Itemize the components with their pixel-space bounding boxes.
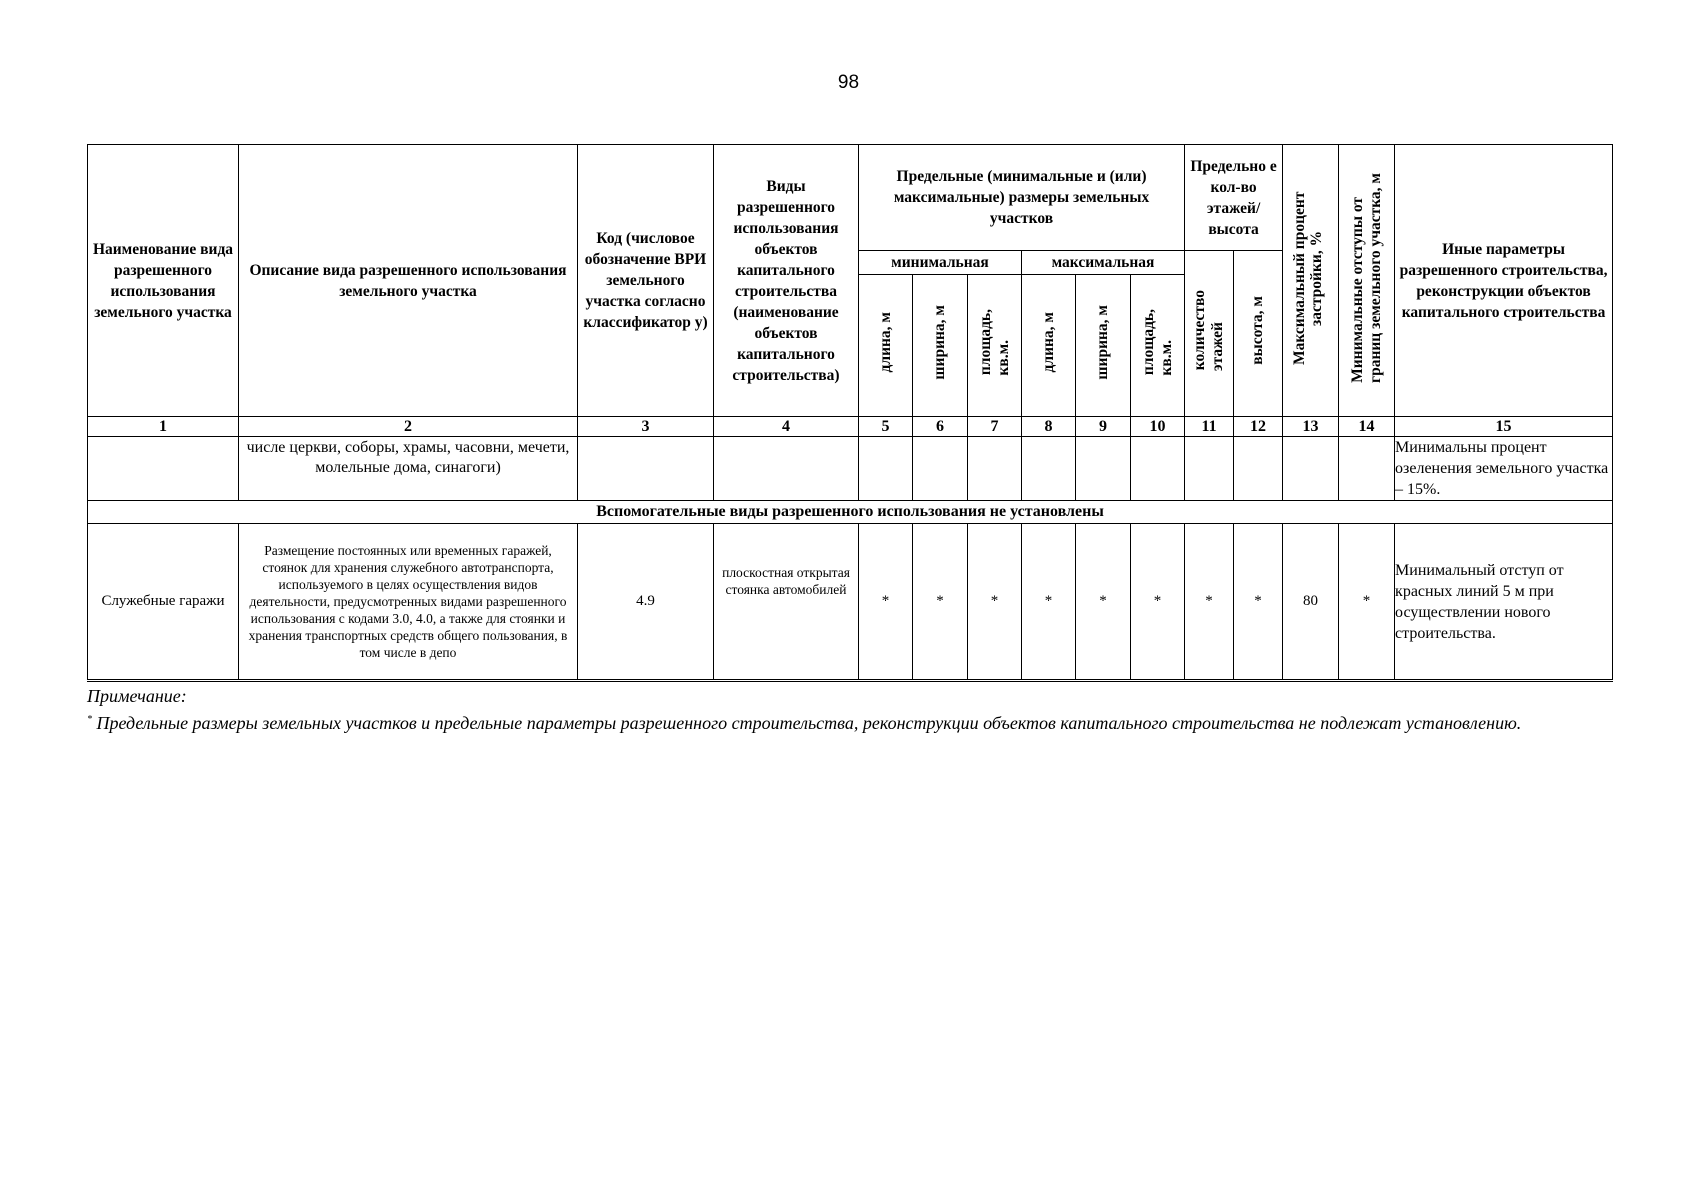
header-use-description: Описание вида разрешенного использования земельного участка	[239, 145, 578, 417]
column-number: 11	[1185, 417, 1234, 437]
header-min-area-line1: площадь,	[976, 309, 994, 376]
garage-max-build-percent: 80	[1283, 524, 1339, 681]
header-min-area-line2: кв.м.	[994, 339, 1012, 376]
cell-empty	[578, 437, 714, 501]
cell-empty	[1022, 437, 1076, 501]
page-number: 98	[837, 72, 860, 93]
garage-max-width: *	[1076, 524, 1131, 681]
column-number: 9	[1076, 417, 1131, 437]
garage-max-length: *	[1022, 524, 1076, 681]
garage-capital-use: плоскостная открытая стоянка автомобилей	[714, 524, 859, 681]
column-number-row	[88, 417, 1613, 437]
header-other-params: Иные параметры разрешенного строительства, реконструкции объектов капитального строительства	[1395, 145, 1613, 417]
header-max-length	[1022, 275, 1076, 417]
cell-empty	[1185, 437, 1234, 501]
header-height	[1234, 251, 1283, 417]
header-minimal: минимальная	[859, 251, 1022, 275]
header-max-area	[1131, 275, 1185, 417]
cell-empty	[1339, 437, 1395, 501]
garage-min-setback: *	[1339, 524, 1395, 681]
footnote-body	[87, 708, 1627, 735]
column-number: 8	[1022, 417, 1076, 437]
header-height-text: высота, м	[1249, 296, 1267, 365]
column-number: 6	[913, 417, 968, 437]
garage-floors: *	[1185, 524, 1234, 681]
footnote-text: Предельные размеры земельных участков и предельные параметры разрешенного строительства, реконструкции объектов капитального строительства не подлежат установлению.	[96, 713, 1522, 733]
column-number: 1	[88, 417, 239, 437]
header-min-setback-line2: границ земельного участка, м	[1366, 172, 1384, 383]
cell-empty	[1283, 437, 1339, 501]
garage-description: Размещение постоянных или временных гаражей, стоянок для хранения служебного автотранспорта, используемого в целях осуществления видов деятельности, предусмотренных видами разрешенного использования с кодами 3.0, 4.0, а также для стоянки и хранения транспортных средств общего пользования, в том числе в депо	[239, 524, 578, 681]
garage-row	[88, 524, 1613, 681]
footnote-mark: *	[87, 714, 92, 725]
header-max-build-percent	[1283, 145, 1339, 417]
header-max-length-text: длина, м	[1039, 312, 1057, 373]
column-number: 7	[968, 417, 1022, 437]
garage-min-length: *	[859, 524, 913, 681]
header-min-length	[859, 275, 913, 417]
header-max-width-text: ширина, м	[1094, 305, 1111, 380]
header-floor-count-line1: количество	[1191, 290, 1209, 371]
footnote	[87, 684, 1627, 735]
header-floor-count-line2: этажей	[1209, 321, 1227, 371]
column-number: 5	[859, 417, 913, 437]
column-number: 15	[1395, 417, 1613, 437]
header-capital-use: Виды разрешенного использования объектов капитального строительства (наименование объектов капитального строительства)	[714, 145, 859, 417]
cell-empty	[859, 437, 913, 501]
column-number: 10	[1131, 417, 1185, 437]
header-min-width	[913, 275, 968, 417]
column-number: 2	[239, 417, 578, 437]
header-max-area-line1: площадь,	[1139, 309, 1157, 376]
header-min-width-text: ширина, м	[931, 305, 948, 380]
garage-other-params: Минимальный отступ от красных линий 5 м при осуществлении нового строительства.	[1395, 524, 1613, 681]
footnote-label: Примечание:	[87, 686, 187, 706]
header-min-setback	[1339, 145, 1395, 417]
garage-height: *	[1234, 524, 1283, 681]
garage-code: 4.9	[578, 524, 714, 681]
cell-empty	[968, 437, 1022, 501]
garage-name: Служебные гаражи	[88, 524, 239, 681]
header-plot-size-group: Предельные (минимальные и (или) максимальные) размеры земельных участков	[859, 145, 1185, 251]
cell-empty	[714, 437, 859, 501]
cell-empty	[88, 437, 239, 501]
header-max-build-percent-text: Максимальный процент застройки, %	[1290, 190, 1325, 365]
zoning-table	[87, 144, 1613, 682]
header-maximal: максимальная	[1022, 251, 1185, 275]
column-number: 3	[578, 417, 714, 437]
header-use-code: Код (числовое обозначение ВРИ земельного участка согласно классификатор у)	[578, 145, 714, 417]
cell-empty	[1076, 437, 1131, 501]
continuation-other-params: Минимальны процент озеленения земельного участка – 15%.	[1395, 437, 1613, 501]
header-max-area-line2: кв.м.	[1157, 339, 1175, 376]
continuation-row	[88, 437, 1613, 501]
header-floor-count	[1185, 251, 1234, 417]
garage-min-width: *	[913, 524, 968, 681]
header-min-length-text: длина, м	[876, 312, 894, 373]
header-min-setback-line1: Минимальные отступы от	[1348, 196, 1366, 383]
column-number: 4	[714, 417, 859, 437]
garage-min-area: *	[968, 524, 1022, 681]
section-heading: Вспомогательные виды разрешенного использования не установлены	[88, 501, 1613, 524]
continuation-description: числе церкви, соборы, храмы, часовни, мечети, молельные дома, синагоги)	[239, 437, 578, 501]
column-number: 12	[1234, 417, 1283, 437]
garage-max-area: *	[1131, 524, 1185, 681]
cell-empty	[1131, 437, 1185, 501]
column-number: 14	[1339, 417, 1395, 437]
column-number: 13	[1283, 417, 1339, 437]
header-use-name: Наименование вида разрешенного использования земельного участка	[88, 145, 239, 417]
cell-empty	[913, 437, 968, 501]
header-min-area	[968, 275, 1022, 417]
header-max-width	[1076, 275, 1131, 417]
cell-empty	[1234, 437, 1283, 501]
header-floors-group: Предельно е кол-во этажей/ высота	[1185, 145, 1283, 251]
